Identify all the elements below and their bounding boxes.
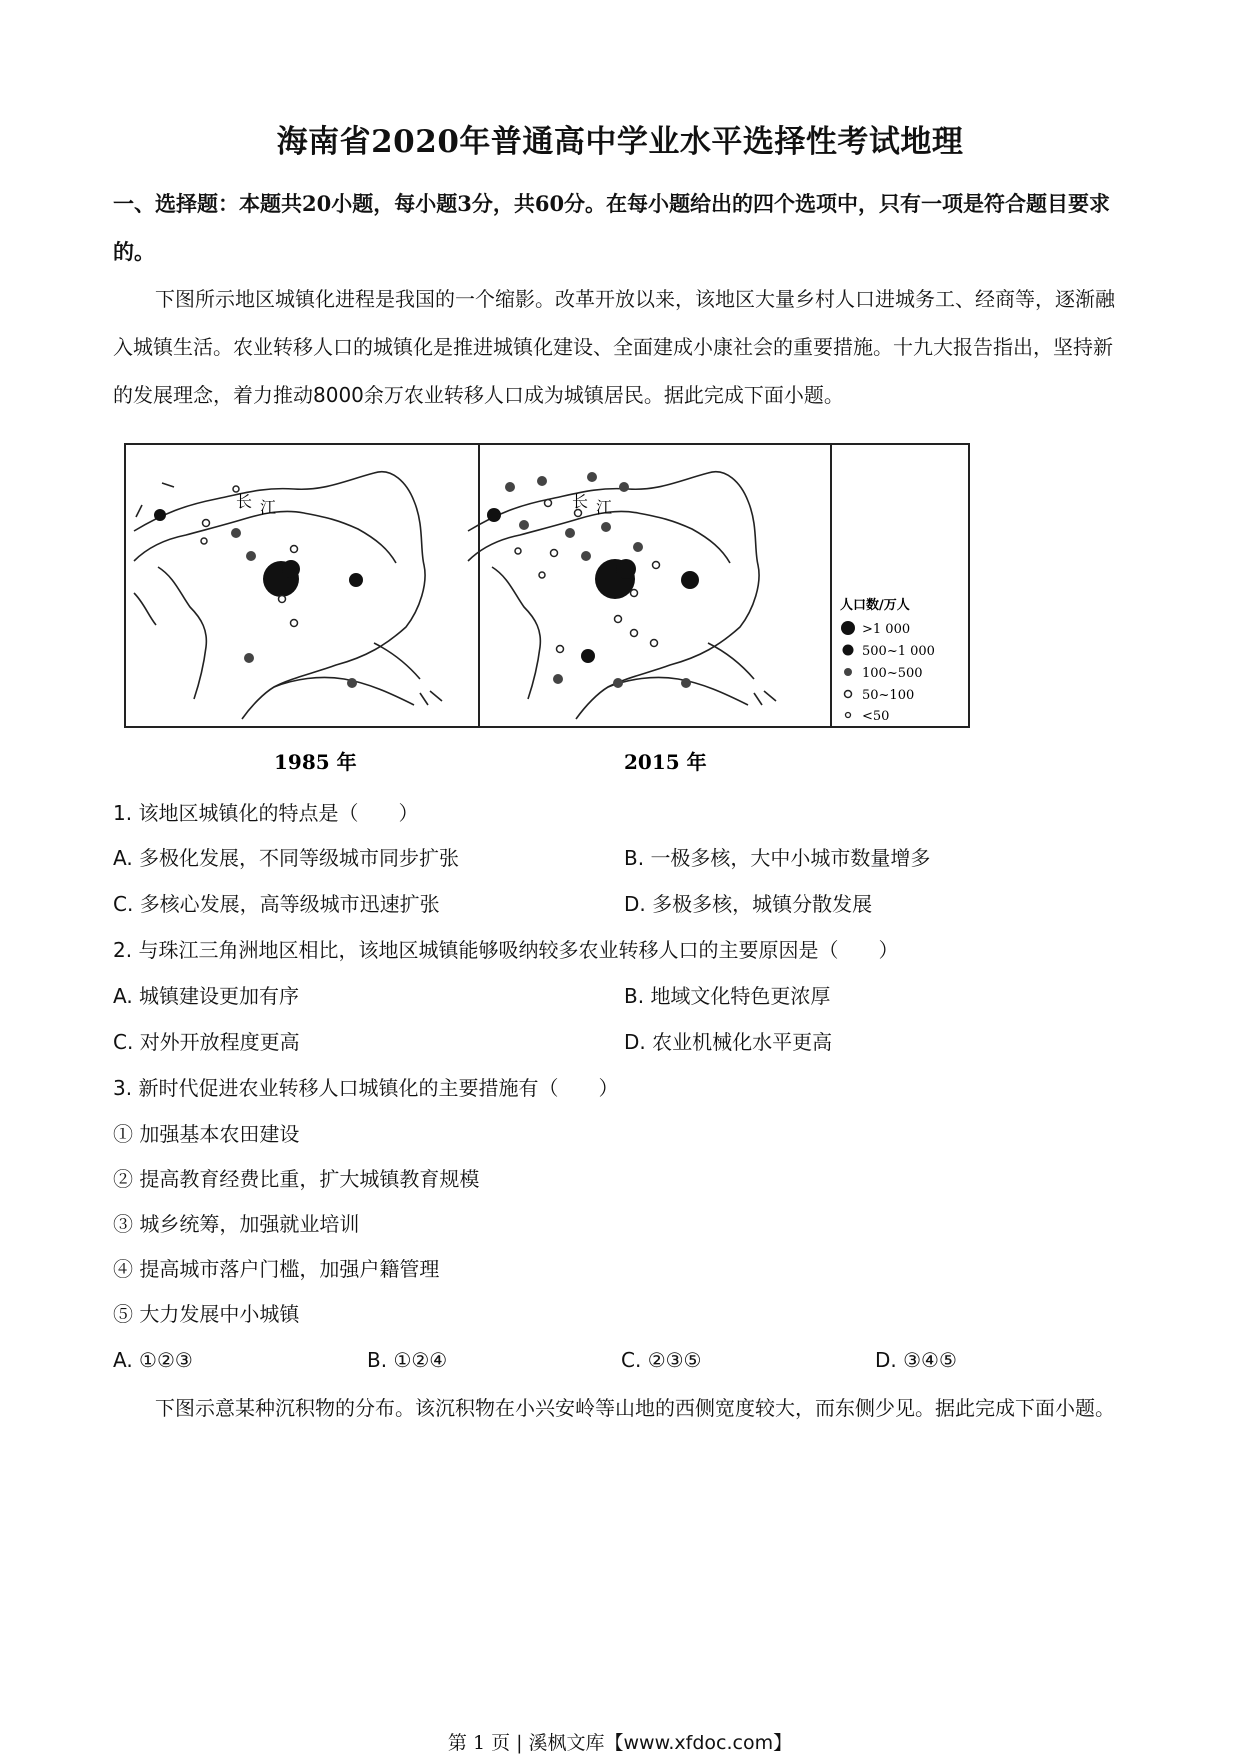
legend: [840, 597, 935, 724]
river-label-2015-2: 江: [596, 498, 613, 517]
q2-option-c[interactable]: C. 对外开放程度更高: [113, 1030, 300, 1054]
legend-item-2: 500~1 000: [862, 644, 935, 659]
legend-item-1: >1 000: [862, 622, 911, 637]
intro-paragraph-1-text: 下图所示地区城镇化进程是我国的一个缩影。改革开放以来，该地区大量乡村人口进城务工、经商等，逐渐融入城镇生活。农业转移人口的城镇化是推进城镇化建设、全面建成小康社会的重要措施。十九大报告指出，坚持新的发展理念，着力推动8000余万农业转移人口成为城镇居民。据此完成下面小题。: [113, 287, 1115, 407]
q3-item-2: ② 提高教育经费比重，扩大城镇教育规模: [113, 1167, 480, 1191]
intro-paragraph-2: [113, 1384, 1123, 1432]
q1-option-c[interactable]: C. 多核心发展，高等级城市迅速扩张: [113, 892, 440, 916]
footer-site-link[interactable]: 溪枫文库【www.xfdoc.com】: [528, 1732, 793, 1754]
footer-separator: |: [516, 1732, 523, 1754]
river-label-2: 江: [260, 498, 277, 517]
intro-paragraph-1: [113, 275, 1123, 419]
map-1985-cities: [154, 486, 363, 688]
page-title: 海南省2020年普通高中学业水平选择性考试地理: [276, 124, 964, 160]
urbanization-map-figure: [124, 443, 970, 773]
q3-option-b[interactable]: B. ①②④: [367, 1348, 448, 1372]
q2-option-d[interactable]: D. 农业机械化水平更高: [624, 1030, 833, 1054]
q1-option-a[interactable]: A. 多极化发展，不同等级城市同步扩张: [113, 846, 460, 870]
question-3-stem: 3. 新时代促进农业转移人口城镇化的主要措施有（ ）: [113, 1076, 619, 1100]
intro-paragraph-2-text: 下图示意某种沉积物的分布。该沉积物在小兴安岭等山地的西侧宽度较大，而东侧少见。据此完成下面小题。: [155, 1396, 1115, 1420]
section-heading: 一、选择题：本题共20小题，每小题3分，共60分。在每小题给出的四个选项中，只有一项是符合题目要求的。: [113, 191, 1111, 264]
q1-option-d[interactable]: D. 多极多核，城镇分散发展: [624, 892, 873, 916]
legend-item-4: 50~100: [862, 688, 915, 703]
question-1-stem: 1. 该地区城镇化的特点是（ ）: [113, 801, 419, 825]
q3-item-1: ① 加强基本农田建设: [113, 1122, 300, 1146]
q3-item-5: ⑤ 大力发展中小城镇: [113, 1302, 300, 1326]
q3-item-4: ④ 提高城市落户门槛，加强户籍管理: [113, 1257, 440, 1281]
question-2-stem: 2. 与珠江三角洲地区相比，该地区城镇能够吸纳较多农业转移人口的主要原因是（ ）: [113, 938, 899, 962]
legend-item-3: 100~500: [862, 666, 923, 681]
page-footer: [0, 1728, 1240, 1755]
river-label-2015-1: 长: [572, 492, 589, 511]
river-label-1: 长: [236, 492, 253, 511]
map-caption-2015: 2015 年: [624, 750, 707, 773]
q1-option-b[interactable]: B. 一极多核，大中小城市数量增多: [624, 846, 931, 870]
q3-item-3: ③ 城乡统筹，加强就业培训: [113, 1212, 360, 1236]
q2-option-b[interactable]: B. 地域文化特色更浓厚: [624, 984, 831, 1008]
q3-option-c[interactable]: C. ②③⑤: [621, 1348, 702, 1372]
legend-title: 人口数/万人: [840, 598, 910, 613]
map-caption-1985: 1985 年: [274, 750, 357, 773]
page-number: 第 1 页: [447, 1732, 511, 1754]
map-2015-cities: [487, 472, 699, 688]
q3-option-a[interactable]: A. ①②③: [113, 1348, 193, 1372]
legend-item-5: <50: [862, 709, 890, 724]
q2-option-a[interactable]: A. 城镇建设更加有序: [113, 984, 300, 1008]
q3-option-d[interactable]: D. ③④⑤: [875, 1348, 957, 1372]
